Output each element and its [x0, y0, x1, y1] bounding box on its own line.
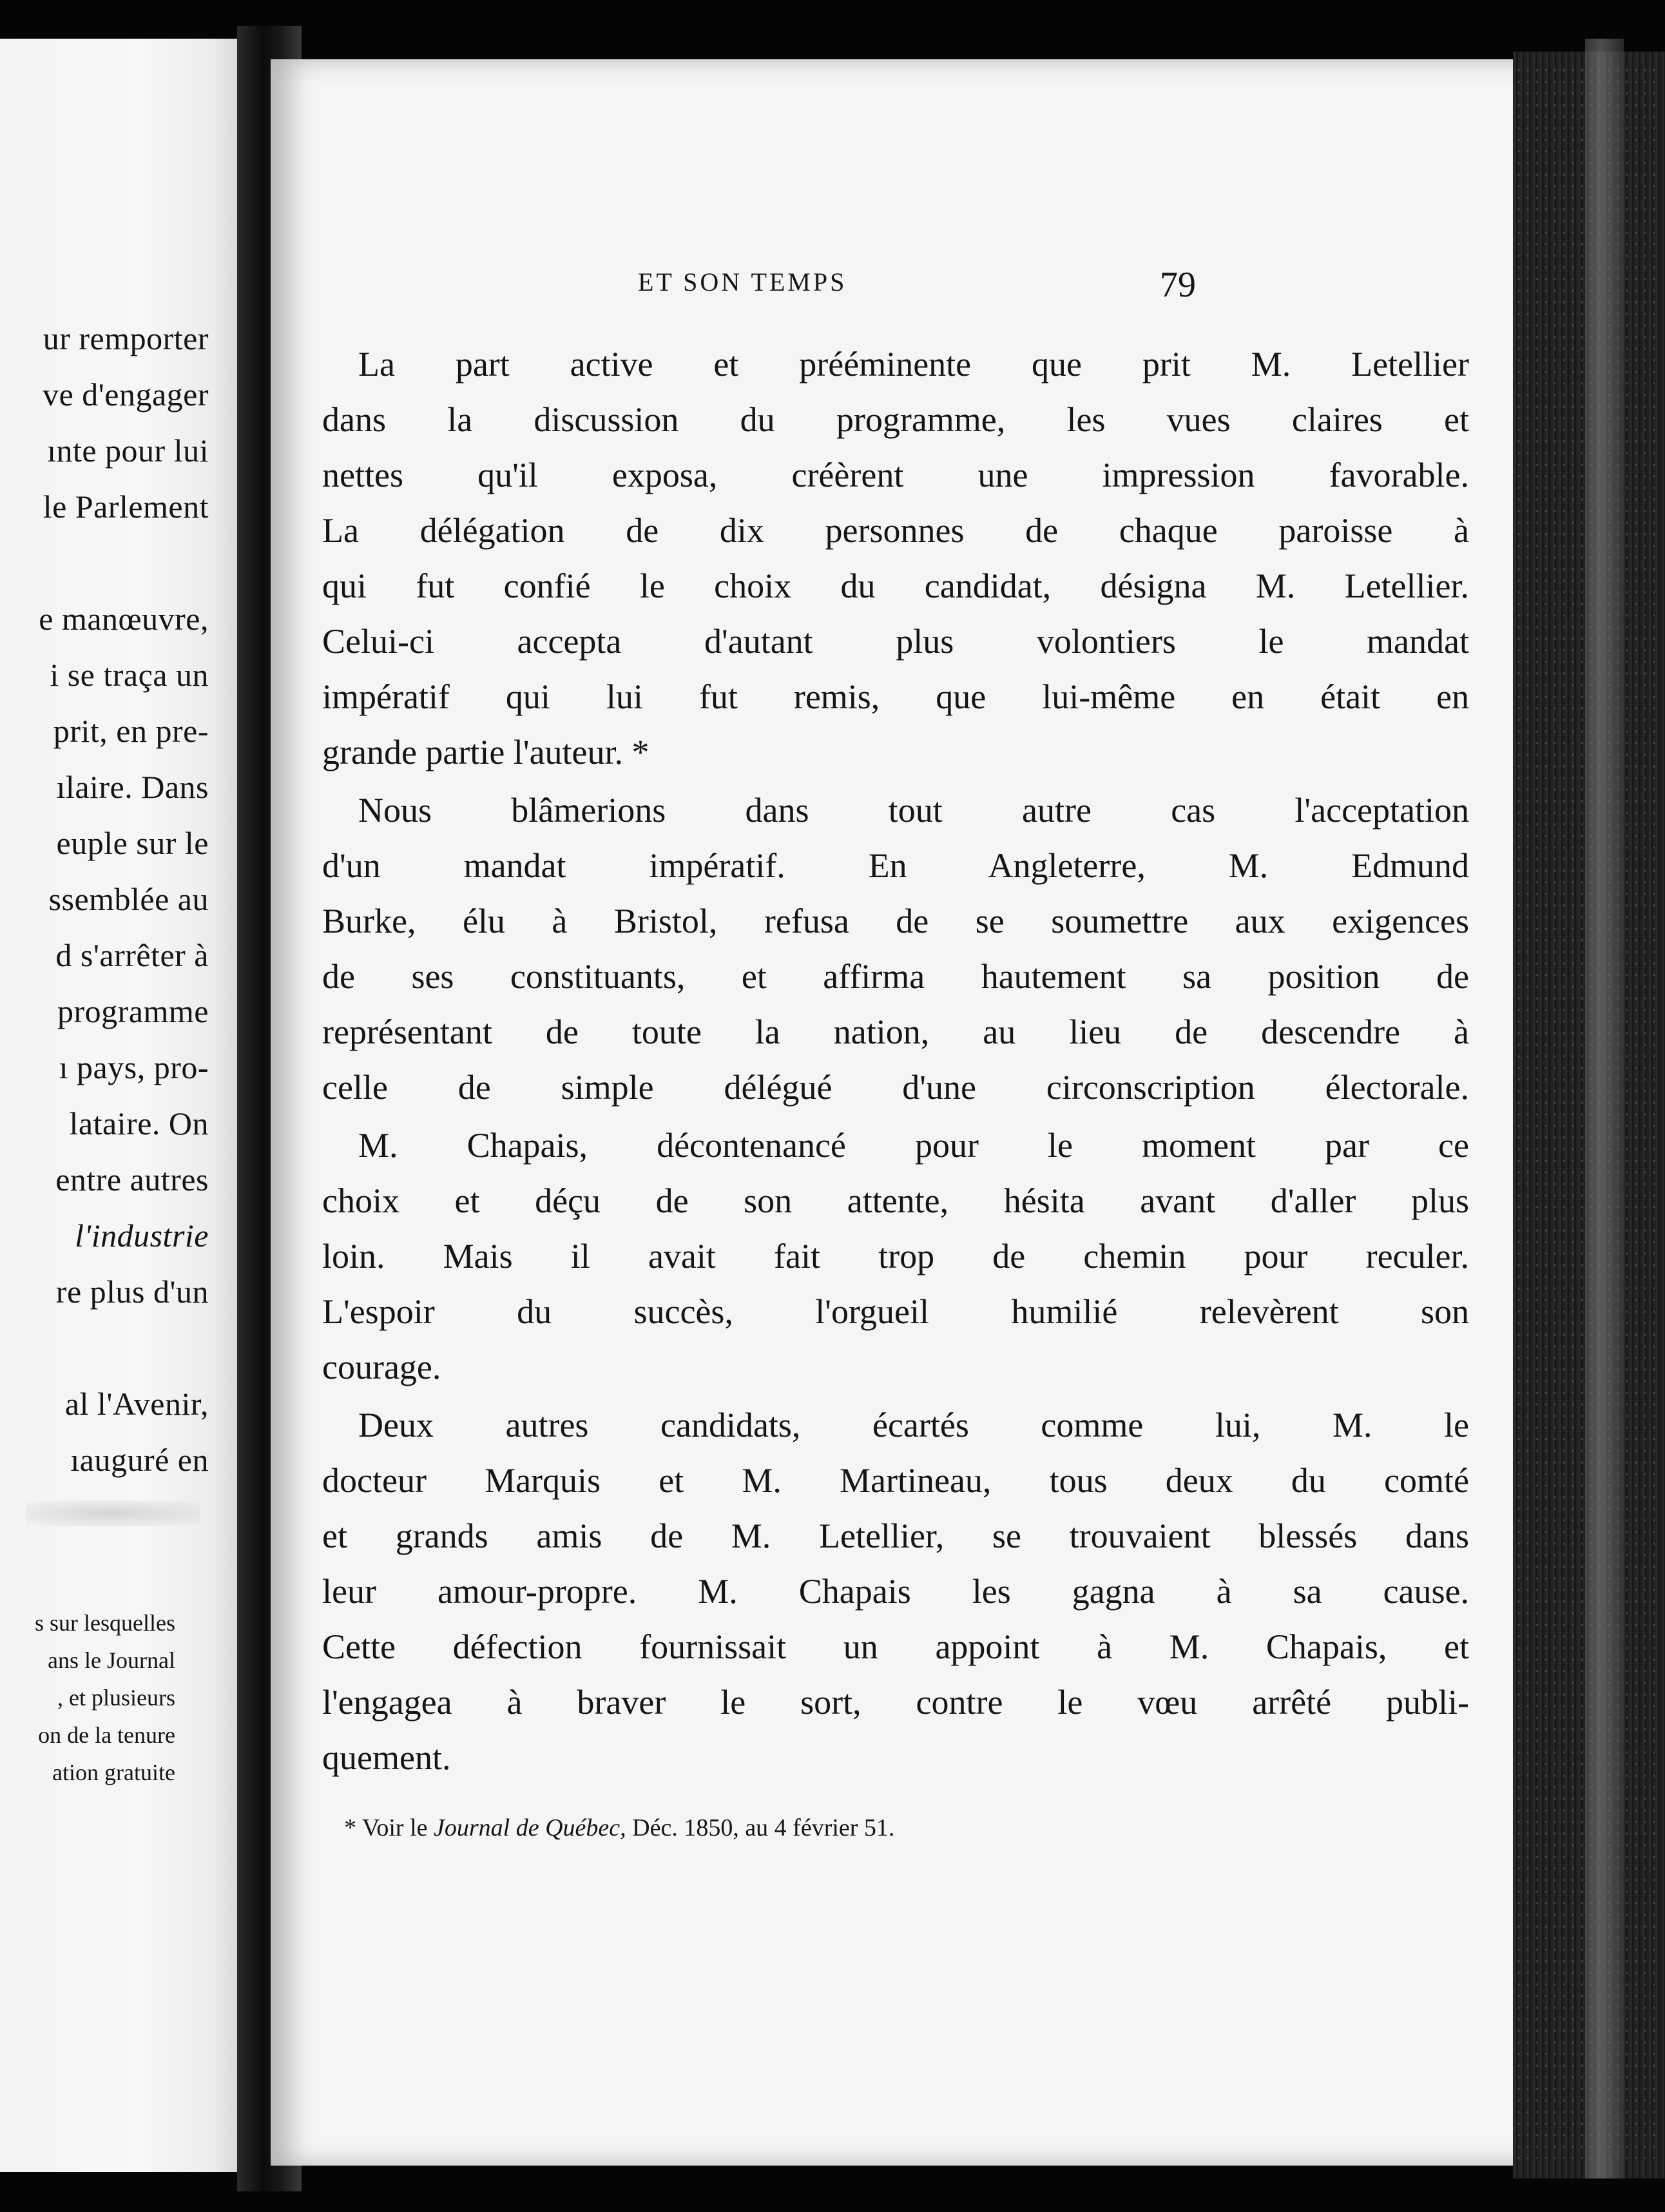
text-line: l'engagea à braver le sort, contre le vœu arrêté publi-	[322, 1683, 1469, 1722]
text-line: représentant de toute la nation, au lieu de descendre à	[322, 1013, 1469, 1051]
text-line: quement.	[322, 1738, 451, 1777]
left-note: , et plusieurs	[57, 1685, 175, 1711]
text-line: Nous blâmerions dans tout autre cas l'acceptation	[358, 791, 1469, 830]
text-line: La délégation de dix personnes de chaque paroisse à	[322, 511, 1469, 550]
text-line: Burke, élu à Bristol, refusa de se soumettre aux exigences	[322, 902, 1469, 940]
text-line: courage.	[322, 1348, 441, 1386]
left-line: ve d'engager	[43, 376, 209, 412]
text-line: de ses constituants, et affirma hautement sa position de	[322, 957, 1469, 996]
footnote-marker: *	[344, 1814, 356, 1841]
body-text	[322, 336, 1469, 1785]
text-line: M. Chapais, décontenancé pour le moment par ce	[358, 1126, 1469, 1165]
left-line: d s'arrêter à	[55, 937, 209, 973]
left-line: programme	[57, 993, 209, 1029]
footnote	[344, 1814, 894, 1842]
text-line: Cette défection fournissait un appoint à M. Chapais, et	[322, 1627, 1469, 1666]
text-line: dans la discussion du programme, les vues claires et	[322, 400, 1469, 439]
text-line: choix et déçu de son attente, hésita avant d'aller plus	[322, 1181, 1469, 1220]
left-line: euple sur le	[56, 825, 209, 861]
ink-smudge	[26, 1500, 200, 1526]
left-line: e manœuvre,	[39, 601, 209, 637]
running-title: ET SON TEMPS	[638, 267, 847, 296]
left-note: s sur lesquelles	[35, 1610, 175, 1636]
text-line: docteur Marquis et M. Martineau, tous deux du comté	[322, 1461, 1469, 1500]
text-line: L'espoir du succès, l'orgueil humilié relevèrent son	[322, 1292, 1469, 1331]
text-line: Deux autres candidats, écartés comme lui, M. le	[358, 1406, 1469, 1444]
left-line: ı pays, pro-	[59, 1049, 209, 1085]
left-line: l'industrie	[75, 1218, 209, 1254]
footnote-suffix: Déc. 1850, au 4 février 51.	[632, 1814, 895, 1841]
main-page	[271, 59, 1528, 2166]
text-line: impératif qui lui fut remis, que lui-même en était en	[322, 677, 1469, 716]
text-line: loin. Mais il avait fait trop de chemin pour reculer.	[322, 1237, 1469, 1276]
page-number: 79	[1160, 265, 1196, 305]
left-line: re plus d'un	[55, 1274, 209, 1310]
text-line: Celui-ci accepta d'autant plus volontiers le mandat	[322, 622, 1469, 661]
left-line: prit, en pre-	[53, 713, 209, 749]
page-fore-edge-highlight	[1585, 39, 1624, 2178]
left-line: i se traça un	[50, 657, 209, 693]
left-line: ılaire. Dans	[56, 769, 209, 805]
left-line: ınte pour lui	[47, 432, 209, 469]
left-note: on de la tenure	[38, 1722, 175, 1748]
left-note: ans le Journal	[48, 1647, 175, 1673]
left-page-fragment	[0, 39, 237, 2172]
left-line: ur remporter	[43, 320, 209, 356]
footnote-prefix: Voir le	[361, 1814, 434, 1841]
footnote-title: Journal de Québec,	[434, 1814, 626, 1841]
text-line: et grands amis de M. Letellier, se trouvaient blessés dans	[322, 1517, 1469, 1555]
left-line: ıauguré en	[70, 1442, 209, 1478]
text-line: d'un mandat impératif. En Angleterre, M. Edmund	[322, 846, 1469, 885]
text-line: leur amour-propre. M. Chapais les gagna à sa cause.	[322, 1572, 1469, 1611]
left-line: al l'Avenir,	[64, 1386, 209, 1422]
text-line: grande partie l'auteur. *	[322, 733, 650, 771]
left-note: ation gratuite	[52, 1760, 175, 1785]
left-line: ssemblée au	[48, 881, 209, 917]
left-line: le Parlement	[43, 489, 209, 525]
left-line: entre autres	[55, 1161, 209, 1198]
left-line: lataire. On	[69, 1105, 209, 1141]
text-line: nettes qu'il exposa, créèrent une impression favorable.	[322, 456, 1469, 494]
text-line: qui fut confié le choix du candidat, désigna M. Letellier.	[322, 567, 1469, 605]
text-line: celle de simple délégué d'une circonscription électorale.	[322, 1068, 1469, 1107]
text-line: La part active et prééminente que prit M. Letellier	[358, 345, 1469, 383]
